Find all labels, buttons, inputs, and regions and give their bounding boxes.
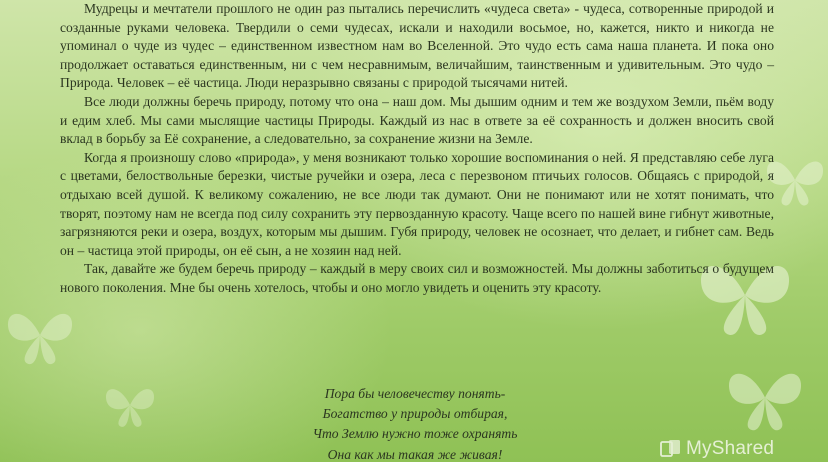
poem — [270, 384, 560, 462]
paragraph-memories: Когда я произношу слово «природа», у меня возникают только хорошие воспоминания о ней. Я представляю себе луга с цветами, белоствольные березки, чистые ручейки и озера, леса с перезвоном птичьих голосов. Общаясь с природой, я отдыхаю всей душой. К великому сожалению, не все люди так думают. Они не понимают или не хотят понимать, что творят, поэтому нам не всегда под силу сохранить эту первозданную красоту. Чаще всего по нашей вине гибнут животные, загрязняются реки и озера, воздух, которым мы дышим. Губя природу, человек не осознает, что делает, и гибнет сам. Ведь он – частица этой природы, он её сын, а не хозяин над ней. — [60, 149, 774, 258]
butterfly-icon — [100, 380, 160, 430]
myshared-logo-icon — [660, 438, 682, 460]
paragraph-intro: Мудрецы и мечтатели прошлого не один раз пытались перечислить «чудеса света» - чудеса, сотворенные природой и созданные руками человека. Твердили о семи чудесах, искали и находили восьмое, но, кажется, никто и никогда не упоминал о чуде из чудес – единственном известном нам во Вселенной. Это чудо есть сама наша планета. И пока оно продолжает оставаться единственным, ни с чем несравнимым, величайшим, таинственным и удивительным. Это чудо – Природа. Человек – её частица. Люди неразрывно связаны с природой тысячами нитей. — [60, 1, 774, 91]
poem-line: Что Землю нужно тоже охранять — [312, 426, 518, 442]
paragraph-protect: Все люди должны беречь природу, потому что она – наш дом. Мы дышим одним и тем же воздухом Земли, пьём воду и едим хлеб. Мы сами мыслящие частицы Природы. Каждый из нас в ответе за её сохранность и должен вносить свой вклад в борьбу за Её сохранение, а следовательно, за сохранение жизни на Земле. — [60, 93, 774, 147]
myshared-watermark — [660, 438, 774, 460]
poem-line: Пора бы человечеству понять- — [324, 386, 506, 401]
poem-line: Богатство у природы отбирая, — [322, 406, 508, 422]
butterfly-icon — [720, 360, 810, 435]
essay-text — [60, 0, 774, 298]
butterfly-icon — [0, 300, 80, 370]
paragraph-conclusion: Так, давайте же будем беречь природу – каждый в меру своих сил и возможностей. Мы должны заботиться о будущем нового поколения. Мне бы очень хотелось, чтобы и оно могло увидеть и оценить эту красоту. — [60, 261, 774, 295]
watermark-text: MyShared — [686, 438, 775, 459]
poem-line: Она как мы такая же живая! — [327, 446, 503, 462]
